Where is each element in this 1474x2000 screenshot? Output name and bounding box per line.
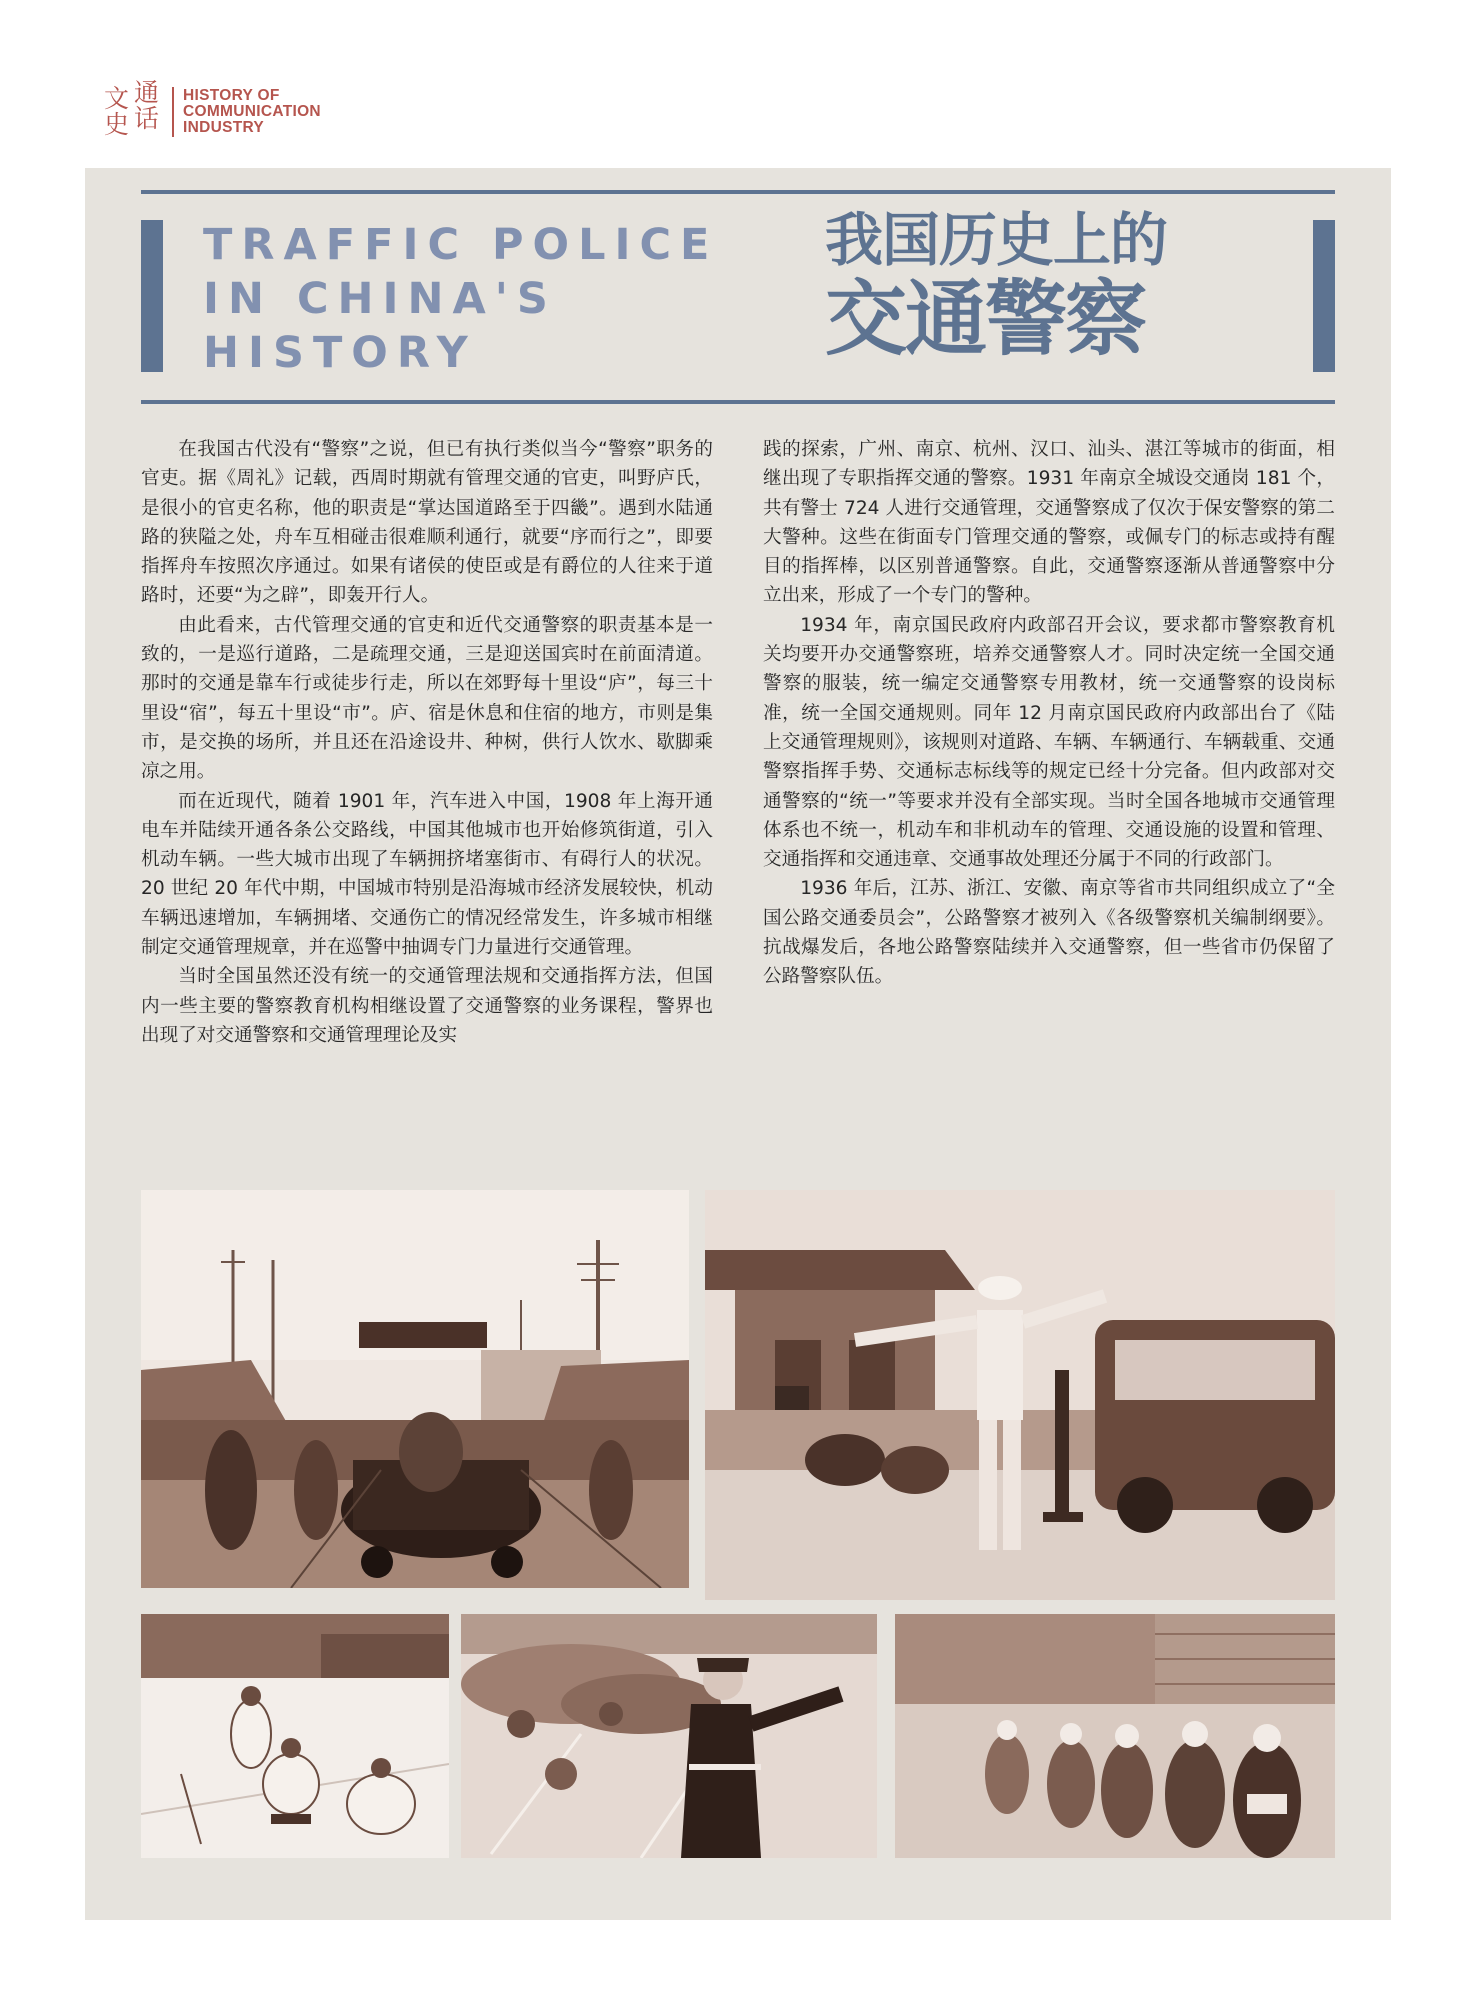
title-top-rule — [141, 190, 1335, 194]
police-in-winter-coat-photo — [461, 1614, 877, 1858]
masthead-en-line: INDUSTRY — [183, 119, 265, 136]
police-directing-traffic-gate-photo — [705, 1190, 1335, 1600]
article-paragraph: 由此看来，古代管理交通的官吏和近代交通警察的职责基本是一致的，一是巡行道路，二是疏理交通，三是迎送国宾时在前面清道。那时的交通是靠车行或徒步行走，所以在郊野每十里设“庐”，每三十里设“宿”，每五十里设“市”。庐、宿是休息和住宿的地方，市则是集市，是交换的场所，并且还在沿途设井、种树，供行人饮水、歇脚乘凉之用。 — [141, 614, 713, 783]
article-paragraph: 在我国古代没有“警察”之说，但已有执行类似当今“警察”职务的官吏。据《周礼》记载，西周时期就有管理交通的官吏，叫野庐氏，是很小的官吏名称，他的职责是“掌达国道路至于四畿”。遇到水陆通路的狭隘之处，舟车互相碰击很难顺利通行，就要“序而行之”，即要指挥舟车按照次序通过。如果有诸侯的使臣或是有爵位的人往来于道路时，还要“为之辟”，即轰开行人。 — [141, 439, 713, 607]
masthead-logo-en — [183, 88, 321, 136]
masthead-char: 史 — [104, 110, 130, 139]
title-right-bar — [1313, 220, 1335, 372]
masthead-en-line: HISTORY OF — [183, 87, 280, 104]
chinese-title-line-1: 我国历史上的 — [825, 206, 1168, 274]
motorcycle-police-squad-photo — [895, 1614, 1335, 1858]
masthead-char: 话 — [134, 104, 160, 133]
english-title-line: TRAFFIC POLICE — [203, 220, 719, 270]
masthead-char: 文 — [104, 84, 130, 113]
article-paragraph: 当时全国虽然还没有统一的交通管理法规和交通指挥方法，但国内一些主要的警察教育机构相继设置了交通警察的业务课程，警界也出现了对交通警察和交通管理理论及实 — [141, 966, 713, 1046]
article-paragraph: 1936 年后，江苏、浙江、安徽、南京等省市共同组织成立了“全国公路交通委员会”，公路警察才被列入《各级警察机关编制纲要》。抗战爆发后，各地公路警察陆续并入交通警察，但一些省市仍保留了公路警察队伍。 — [763, 878, 1335, 988]
english-title-line: HISTORY — [203, 328, 477, 378]
chinese-title-line-2: 交通警察 — [825, 272, 1146, 367]
article-column-left — [141, 435, 713, 1050]
article-paragraph-continued: 践的探索，广州、南京、杭州、汉口、汕头、湛江等城市的街面，相继出现了专职指挥交通的警察。1931 年南京全城设交通岗 181 个，共有警士 724 人进行交通管理，交通警察成了仅次于保安警察的第二大警种。这些在街面专门管理交通的警察，或佩专门的标志或持有醒目的指挥棒，以区别普通警察。自此，交通警察逐渐从普通警察中分立出来，形成了一个专门的警种。 — [763, 439, 1335, 607]
article-panel — [85, 168, 1391, 1920]
title-bottom-rule — [141, 400, 1335, 404]
article-paragraph: 而在近现代，随着 1901 年，汽车进入中国，1908 年上海开通电车并陆续开通各条公交路线，中国其他城市也开始修筑街道，引入机动车辆。一些大城市出现了车辆拥挤堵塞街市、有碍行人的状况。20 世纪 20 年代中期，中国城市特别是沿海城市经济发展较快，机动车辆迅速增加，车辆拥堵、交通伤亡的情况经常发生，许多城市相继制定交通管理规章，并在巡警中抽调专门力量进行交通管理。 — [141, 790, 713, 959]
article-column-right — [763, 435, 1335, 992]
masthead — [104, 78, 321, 140]
masthead-divider — [172, 87, 174, 137]
chinese-title — [825, 208, 1305, 388]
english-title-line: IN CHINA'S — [203, 274, 557, 324]
english-title — [203, 218, 803, 380]
masthead-en-line: COMMUNICATION — [183, 103, 321, 120]
masthead-char: 通 — [134, 78, 160, 107]
article-paragraph: 1934 年，南京国民政府内政部召开会议，要求都市警察教育机关均要开办交通警察班，培养交通警察人才。同时决定统一全国交通警察的服装，统一编定交通警察专用教材，统一交通警察的设岗标准，统一全国交通规则。同年 12 月南京国民政府内政部出台了《陆上交通管理规则》，该规则对道路、车辆、车辆通行、车辆载重、交通警察指挥手势、交通标志标线等的规定已经十分完备。但内政部对交通警察的“统一”等要求并没有全部实现。当时全国各地城市交通管理体系也不统一，机动车和非机动车的管理、交通设施的设置和管理、交通指挥和交通违章、交通事故处理还分属于不同的行政部门。 — [763, 614, 1335, 871]
motorcade-parade-photo — [141, 1190, 689, 1588]
title-left-bar — [141, 220, 163, 372]
police-measuring-road-photo — [141, 1614, 449, 1858]
masthead-logo-cn — [104, 78, 164, 139]
